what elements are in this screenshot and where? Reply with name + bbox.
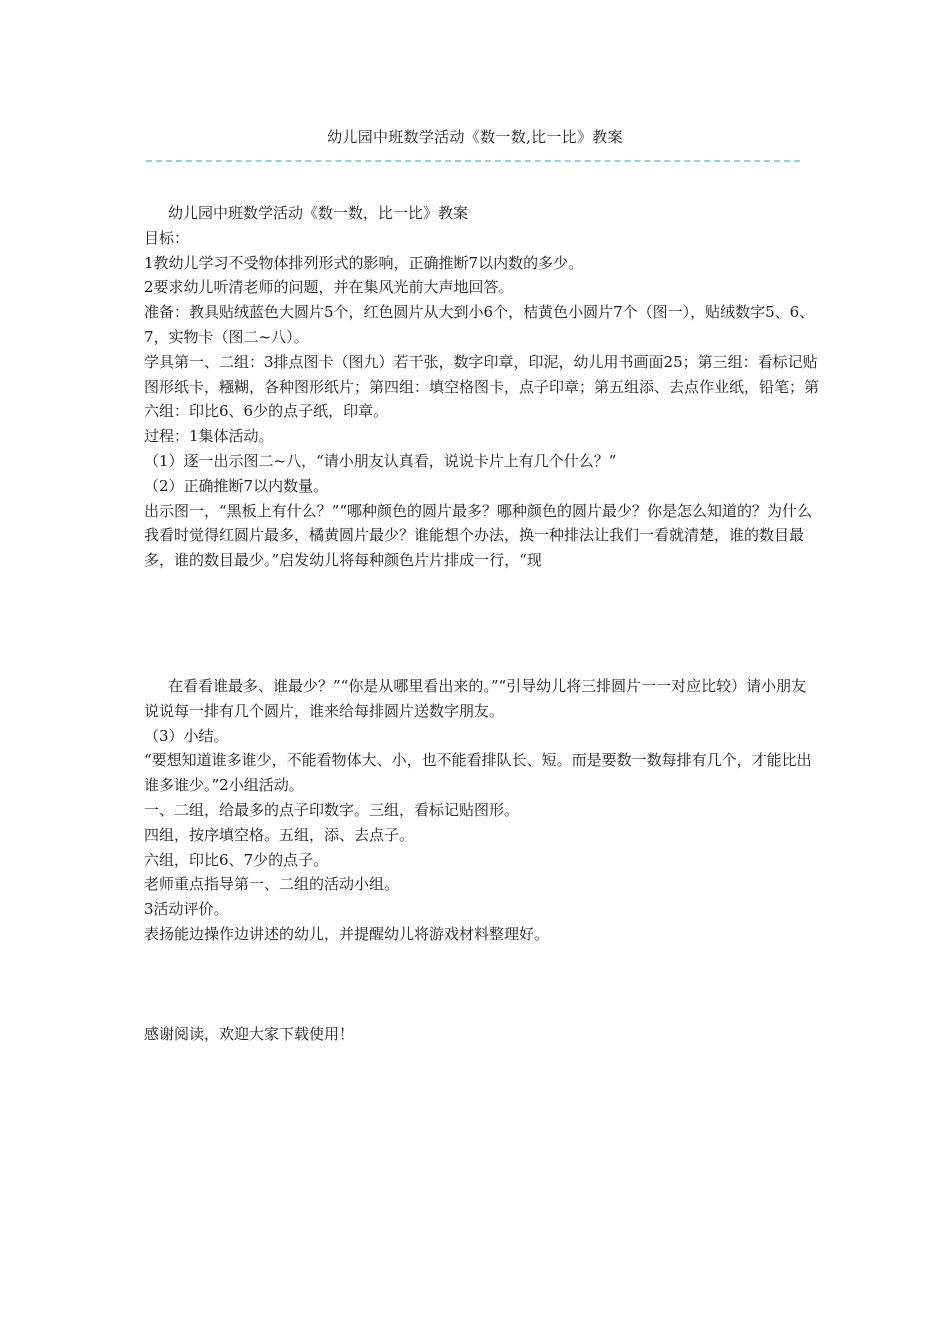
paragraph: 老师重点指导第一、二组的活动小组。 [144,875,400,894]
paragraph: 学具第一、二组：3排点图卡（图九）若干张，数字印章，印泥，幼儿用书画面25；第三组：看标记贴图形纸卡，糨糊，各种图形纸片；第四组：填空格图卡，点子印章；第五组添、去点作业纸，铅笔；第六组：印比6、6少的点子纸，印章。 [144,352,820,421]
paragraph: 六组，印比6、7少的点子。 [144,850,329,869]
paragraph: 出示图一，“黑板上有什么？”“哪种颜色的圆片最多？哪种颜色的圆片最少？你是怎么知道的？为什么我看时觉得红圆片最多，橘黄圆片最少？谁能想个办法，换一种排法让我们一看就清楚，谁的数目最多，谁的数目最少。”启发幼儿将每种颜色片片排成一行，“现 [144,501,813,570]
paragraph: 3活动评价。 [144,900,229,919]
paragraph: （1）逐一出示图二~八，“请小朋友认真看，说说卡片上有几个什么？” [144,451,617,470]
paragraph: 过程：1集体活动。 [144,427,274,446]
paragraph: 在看看谁最多、谁最少？”“你是从哪里看出来的。”“引导幼儿将三排圆片一一对应比较）请小朋友说说每一排有几个圆片，谁来给每排圆片送数字朋友。 [144,677,807,720]
paragraph: “要想知道谁多谁少，不能看物体大、小，也不能看排队长、短。而是要数一数每排有几个，才能比出谁多谁少。”2小组活动。 [144,751,812,795]
document-title: 幼儿园中班数学活动《数一数,比一比》教案 [327,128,623,146]
paragraph: 一、二组，给最多的点子印数字。三组，看标记贴图形。 [144,800,520,819]
closing-text: 感谢阅读，欢迎大家下载使用！ [144,1025,355,1043]
paragraph: 表扬能边操作边讲述的幼儿，并提醒幼儿将游戏材料整理好。 [144,924,550,943]
closing-section [144,1022,820,1047]
section-1 [144,201,820,573]
paragraph: 四组，按序填空格。五组，添、去点子。 [144,825,415,844]
paragraph: 准备：教具贴绒蓝色大圆片5个，红色圆片从大到小6个，桔黄色小圆片7个（图一），贴绒数字5、6、7，实物卡（图二~八）。 [144,303,815,346]
paragraph: 1教幼儿学习不受物体排列形式的影响，正确推断7以内数的多少。 [144,253,584,272]
title-divider [146,160,800,162]
paragraph: 目标： [144,228,190,247]
paragraph: 2要求幼儿听清老师的问题，并在集风光前大声地回答。 [144,278,514,297]
paragraph-heading: 幼儿园中班数学活动《数一数，比一比》教案 [168,204,469,222]
paragraph: （3）小结。 [144,726,229,745]
paragraph: （2）正确推断7以内数量。 [144,476,329,495]
section-2 [144,674,820,947]
